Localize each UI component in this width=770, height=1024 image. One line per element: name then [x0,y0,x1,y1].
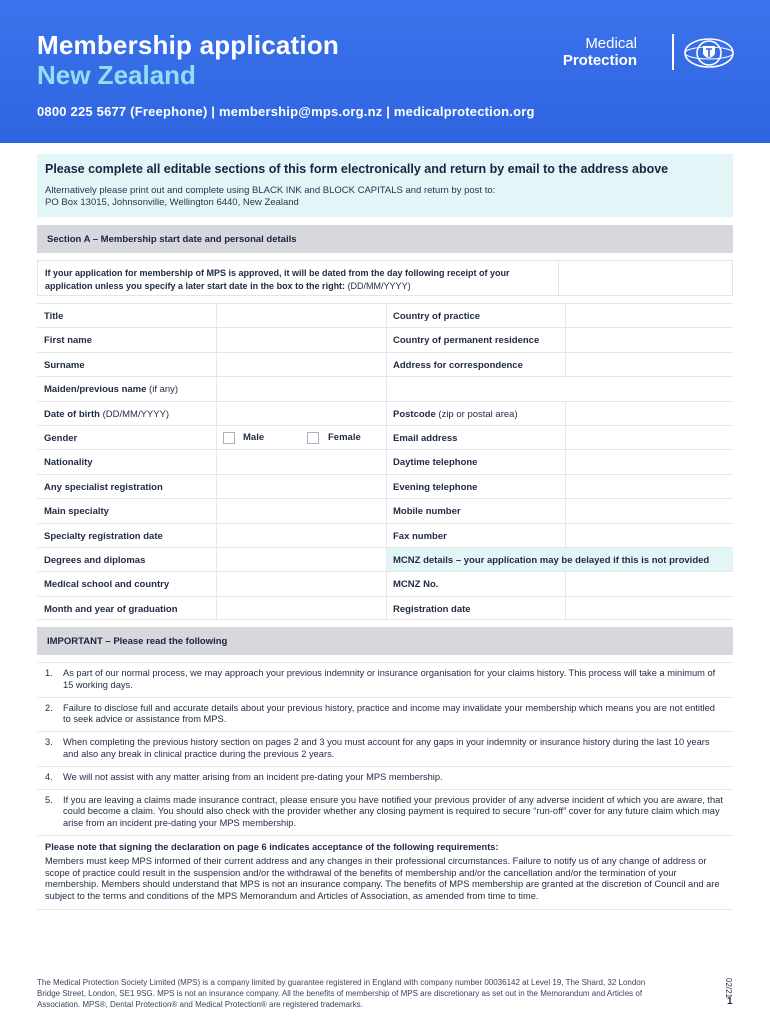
country-residence-field[interactable] [567,329,731,351]
gender-label: Gender [44,432,78,444]
column-divider [216,524,217,547]
list-item-number: 5. [45,794,53,805]
page-subtitle: New Zealand [37,60,196,90]
grid-row [37,498,733,522]
evening-phone-field[interactable] [567,476,731,498]
graduation-label: Month and year of graduation [44,603,178,615]
grid-row [37,401,733,425]
daytime-phone-field[interactable] [567,451,731,473]
maiden-name-field[interactable] [218,378,384,400]
grid-row [37,523,733,547]
column-divider [216,475,217,498]
column-divider [565,328,566,351]
column-divider [216,377,217,400]
column-divider [386,572,387,595]
grid-row [37,547,733,571]
column-divider [216,499,217,522]
maiden-name-label-bold: Maiden/previous name [44,384,147,396]
degrees-label: Degrees and diplomas [44,554,146,566]
graduation-field[interactable] [218,598,384,620]
postcode-field[interactable] [567,403,731,425]
globe-shield-icon [683,36,735,70]
nationality-field[interactable] [218,451,384,473]
list-item-text: We will not assist with any matter arising from an incident pre-dating your MPS membership. [63,771,443,782]
header-banner [0,0,770,143]
dob-label-bold: Date of birth [44,408,100,420]
requirements-heading: Please note that signing the declaration on page 6 indicates acceptance of the following requirements: [45,841,499,852]
list-item-text: Failure to disclose full and accurate details about your previous history, practice and income may invalidate your membership which means you are not entitled to seek advice or assistance from MPS. [63,702,715,725]
column-divider [386,475,387,498]
form-version-code: 02/21 [724,978,733,999]
country-practice-label: Country of practice [393,311,481,322]
registration-date-field[interactable] [567,598,731,620]
instruction-heading: Please complete all editable sections of this form electronically and return by email to the address above [45,162,669,176]
logo-word-protection: Protection [562,52,637,69]
fax-label: Fax number [393,530,447,542]
instruction-box [37,154,733,217]
mcnz-details-note: – your application may be delayed if this is not provided [453,554,710,566]
list-item-number: 2. [45,702,53,713]
column-divider [216,328,217,351]
address-label: Address for correspondence [393,359,523,371]
column-divider [386,450,387,473]
country-residence-label: Country of permanent residence [393,335,540,347]
start-date-divider [558,261,559,295]
surname-field[interactable] [218,354,384,376]
title-label: Title [44,311,64,322]
grid-row [37,303,733,327]
address-field[interactable] [567,354,731,376]
start-date-box [37,260,733,296]
postcode-label-bold: Postcode [393,408,436,420]
dob-label-format: (DD/MM/YYYY) [99,408,170,420]
column-divider [565,499,566,522]
list-item-number: 4. [45,771,53,782]
column-divider [565,304,566,327]
start-date-input[interactable] [560,262,732,294]
specialty-registration-date-label: Specialty registration date [44,530,163,542]
page-number: 1 [727,996,733,1007]
nationality-label: Nationality [44,457,93,469]
mobile-label: Mobile number [393,506,461,518]
list-item [37,662,733,697]
column-divider [565,450,566,473]
medical-school-field[interactable] [218,573,384,595]
logo-word-medical: Medical [585,35,637,52]
column-divider [565,353,566,376]
instruction-line-1: Alternatively please print out and complete using BLACK INK and BLOCK CAPITALS and return by post to: [45,185,496,196]
medical-school-label: Medical school and country [44,579,170,591]
grid-row [37,425,733,449]
first-name-label: First name [44,335,93,347]
specialist-registration-label: Any specialist registration [44,481,163,493]
mcnz-details-label-bold: MCNZ details [393,554,454,566]
male-checkbox[interactable] [223,432,235,444]
column-divider [216,548,217,571]
start-date-instruction [45,267,555,293]
grid-row [37,449,733,473]
column-divider [216,597,217,619]
column-divider [386,328,387,351]
column-divider [216,450,217,473]
email-label: Email address [393,432,458,444]
list-item [37,766,733,789]
list-item-text: As part of our normal process, we may approach your previous indemnity or insurance organisation for your claims history. This process will take a minimum of 15 working days. [63,668,716,690]
list-item [37,789,733,835]
daytime-phone-label: Daytime telephone [393,457,478,469]
grid-row [37,571,733,595]
evening-phone-label: Evening telephone [393,481,478,493]
country-practice-field[interactable] [567,305,731,327]
registration-date-label: Registration date [393,603,471,615]
mcnz-details-label [393,555,709,566]
column-divider [565,475,566,498]
important-header: IMPORTANT – Please read the following [37,627,733,655]
requirements-box [37,835,733,910]
column-divider [386,524,387,547]
postcode-label-hint: (zip or postal area) [435,408,518,420]
mcnz-no-label: MCNZ No. [393,579,439,591]
grid-row [37,474,733,498]
specialty-registration-date-field[interactable] [218,525,384,547]
column-divider [386,353,387,376]
column-divider [386,402,387,425]
grid-row [37,596,733,620]
maiden-name-label [44,384,178,395]
male-label: Male [243,431,265,443]
instruction-text [45,185,725,209]
postcode-label [393,409,518,420]
column-divider [565,524,566,547]
grid-row [37,376,733,400]
title-field[interactable] [218,305,384,327]
mobile-field[interactable] [567,500,731,522]
column-divider [216,426,217,449]
maiden-name-label-hint: (if any) [146,384,179,396]
column-divider [386,426,387,449]
female-checkbox[interactable] [307,432,319,444]
email-field[interactable] [567,427,731,449]
mcnz-no-field[interactable] [567,573,731,595]
grid-row [37,327,733,351]
column-divider [216,572,217,595]
column-divider [565,597,566,619]
page-title: Membership application [37,30,340,60]
column-divider [386,304,387,327]
first-name-field[interactable] [218,329,384,351]
list-item [37,731,733,766]
dob-label [44,409,169,420]
dob-field[interactable] [218,403,384,425]
column-divider [565,572,566,595]
start-date-text-bold: If your application for membership of MPS is approved, it will be dated from the day following receipt of your application unless you specify a later start date in the box to the right: [45,268,510,291]
main-specialty-label: Main specialty [44,506,109,518]
fax-field[interactable] [567,525,731,547]
column-divider [386,499,387,522]
female-label: Female [328,431,361,443]
column-divider [386,597,387,619]
list-item-number: 3. [45,737,53,748]
column-divider [565,402,566,425]
column-divider [216,353,217,376]
specialist-registration-field[interactable] [218,476,384,498]
surname-label: Surname [44,359,85,371]
list-item-text: If you are leaving a claims made insurance contract, please ensure you have notified your previous provider of any adverse incident of which you are aware, that could become a claim. You should also check with the provider whether any closing payment is required to secure “run-off” cover for any future claim which may arise from an incident pre-dating your MPS membership. [63,794,723,829]
degrees-field[interactable] [218,549,384,571]
list-item-number: 1. [45,668,53,678]
list-item [37,697,733,732]
column-divider [386,548,387,571]
contact-line: 0800 225 5677 (Freephone) | membership@mps.org.nz | medicalprotection.org [37,104,535,119]
start-date-format: (DD/MM/YYYY) [345,281,411,291]
logo-divider [672,34,674,70]
requirements-text: Members must keep MPS informed of their current address and any changes in their professional circumstances. Failure to notify us of any change of address or scope of practice could result in the suspension and/or the withdrawal of the benefits of membership and/or the cancellation and/or the termination of your membership. Members should understand that MPS is not an insurance company. The benefits of MPS membership are granted at the discretion of Council and are subject to the terms and conditions of the MPS Memorandum and Articles of Association, as amended from time to time. [45,855,720,902]
list-item-text: When completing the previous history section on pages 2 and 3 you must account for any gaps in your indemnity or insurance history during the last 10 years and also any break in clinical practice during the previous 2 years. [63,737,710,759]
postal-address: PO Box 13015, Johnsonville, Wellington 6440, New Zealand [45,197,299,208]
important-notes [37,662,733,910]
address-field-line-2[interactable] [388,378,731,400]
footer-legal-text: The Medical Protection Society Limited (MPS) is a company limited by guarantee registered in England with company number 00036142 at Level 19, The Shard, 32 London Bridge Street, London, SE1 9SG. MPS is not an insurance company. All the benefits of membership of MPS are discretionary as set out in the Memorandum and Articles of Association. MPS®, Dental Protection® and Medical Protection® are registered trademarks. [37,978,646,1009]
grid-row [37,352,733,376]
column-divider [216,304,217,327]
column-divider [565,426,566,449]
column-divider [216,402,217,425]
column-divider [386,377,387,400]
personal-details-grid [37,303,733,620]
medical-protection-logo [562,34,745,72]
main-specialty-field[interactable] [218,500,384,522]
section-a-header: Section A – Membership start date and personal details [37,225,733,253]
